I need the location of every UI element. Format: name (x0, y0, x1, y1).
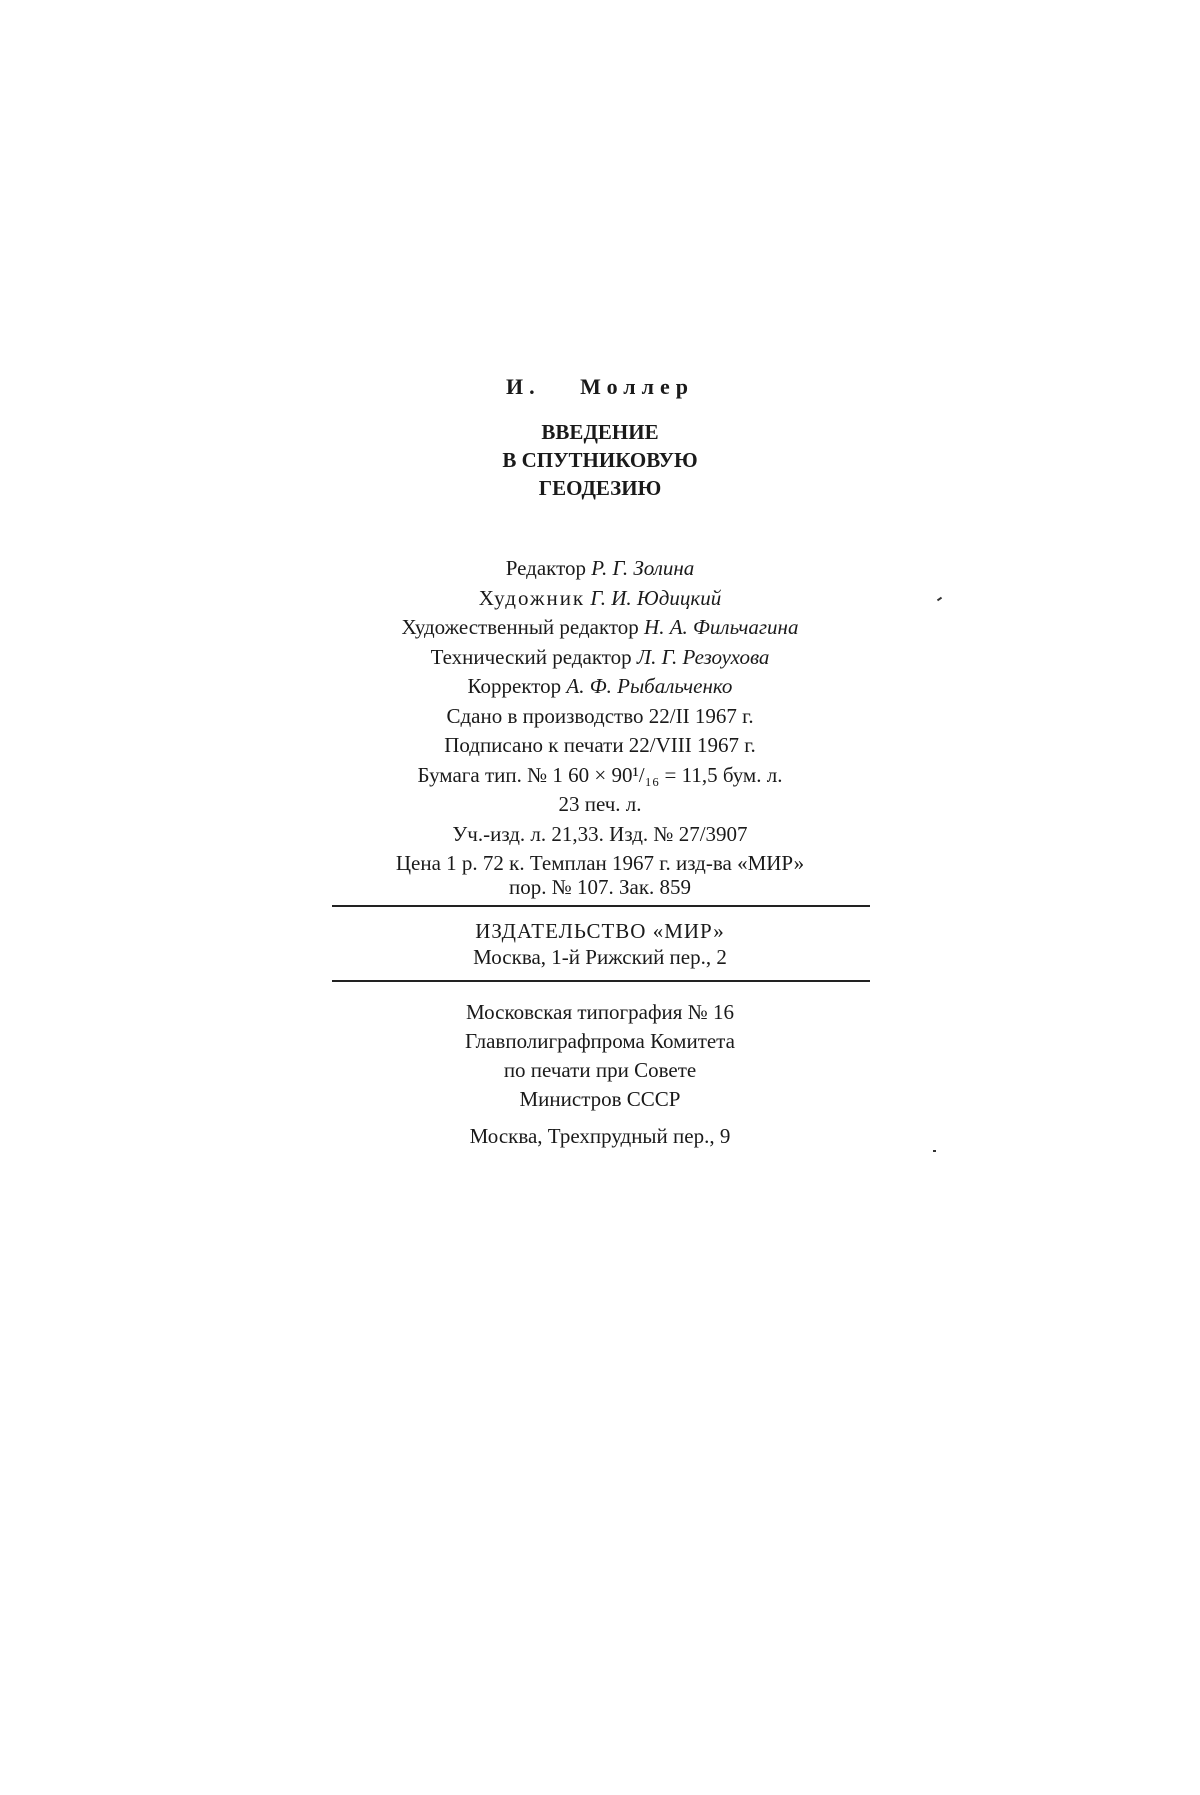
credit-role: Художественный редактор (401, 615, 639, 639)
credits-block (300, 554, 900, 902)
credit-role: Технический редактор (430, 644, 632, 669)
publisher-block (300, 918, 900, 970)
credit-editor (300, 554, 900, 584)
author-line (300, 374, 900, 400)
scan-speck (937, 597, 942, 602)
credit-tech-editor (300, 643, 900, 673)
printer-line-4: Министров СССР (519, 1087, 681, 1111)
imprint-edition: Уч.-изд. л. 21,33. Изд. № 27/3907 (452, 821, 748, 846)
imprint-signed: Подписано к печати 22/VIII 1967 г. (444, 733, 756, 757)
credit-role: Корректор (467, 674, 562, 698)
printer-line-2: Главполиграфпрома Комитета (465, 1029, 735, 1053)
author-initial: И. (506, 374, 541, 399)
title-line-2: В СПУТНИКОВУЮ (502, 448, 698, 472)
publisher-address: Москва, 1-й Рижский пер., 2 (473, 945, 727, 969)
credit-name: Л. Г. Резоухова (636, 644, 770, 669)
divider-top (332, 905, 870, 907)
imprint-submitted: Сдано в производство 22/II 1967 г. (446, 703, 754, 728)
credit-art-editor (300, 613, 900, 643)
imprint-order: пор. № 107. Зак. 859 (508, 874, 692, 899)
book-title (300, 418, 900, 502)
credit-artist (300, 584, 900, 614)
imprint-sheets: 23 печ. л. (558, 792, 642, 816)
scan-speck (933, 1150, 936, 1152)
credit-role: Художник (478, 585, 586, 610)
divider-bottom (332, 980, 870, 982)
printer-block (300, 998, 900, 1151)
imprint-price: Цена 1 р. 72 к. Темплан 1967 г. изд-ва «МИР» (395, 851, 805, 875)
author-surname: Моллер (580, 374, 694, 399)
title-line-3: ГЕОДЕЗИЮ (538, 476, 662, 500)
credit-name: Г. И. Юдицкий (590, 585, 722, 610)
printer-address: Москва, Трехпрудный пер., 9 (469, 1124, 731, 1148)
credit-proofreader (300, 672, 900, 702)
printer-line-1: Московская типография № 16 (466, 1000, 734, 1024)
publisher-name: ИЗДАТЕЛЬСТВО «МИР» (475, 919, 725, 943)
credit-role: Редактор (505, 556, 586, 580)
credit-name: Р. Г. Золина (591, 556, 695, 580)
credit-name: А. Ф. Рыбальченко (566, 674, 733, 698)
imprint-paper: Бумага тип. № 1 60 × 90¹/₁₆ = 11,5 бум. л. (417, 762, 783, 787)
credit-name: Н. А. Фильчагина (644, 615, 799, 639)
title-line-1: ВВЕДЕНИЕ (541, 420, 659, 444)
printer-line-3: по печати при Совете (503, 1058, 697, 1082)
